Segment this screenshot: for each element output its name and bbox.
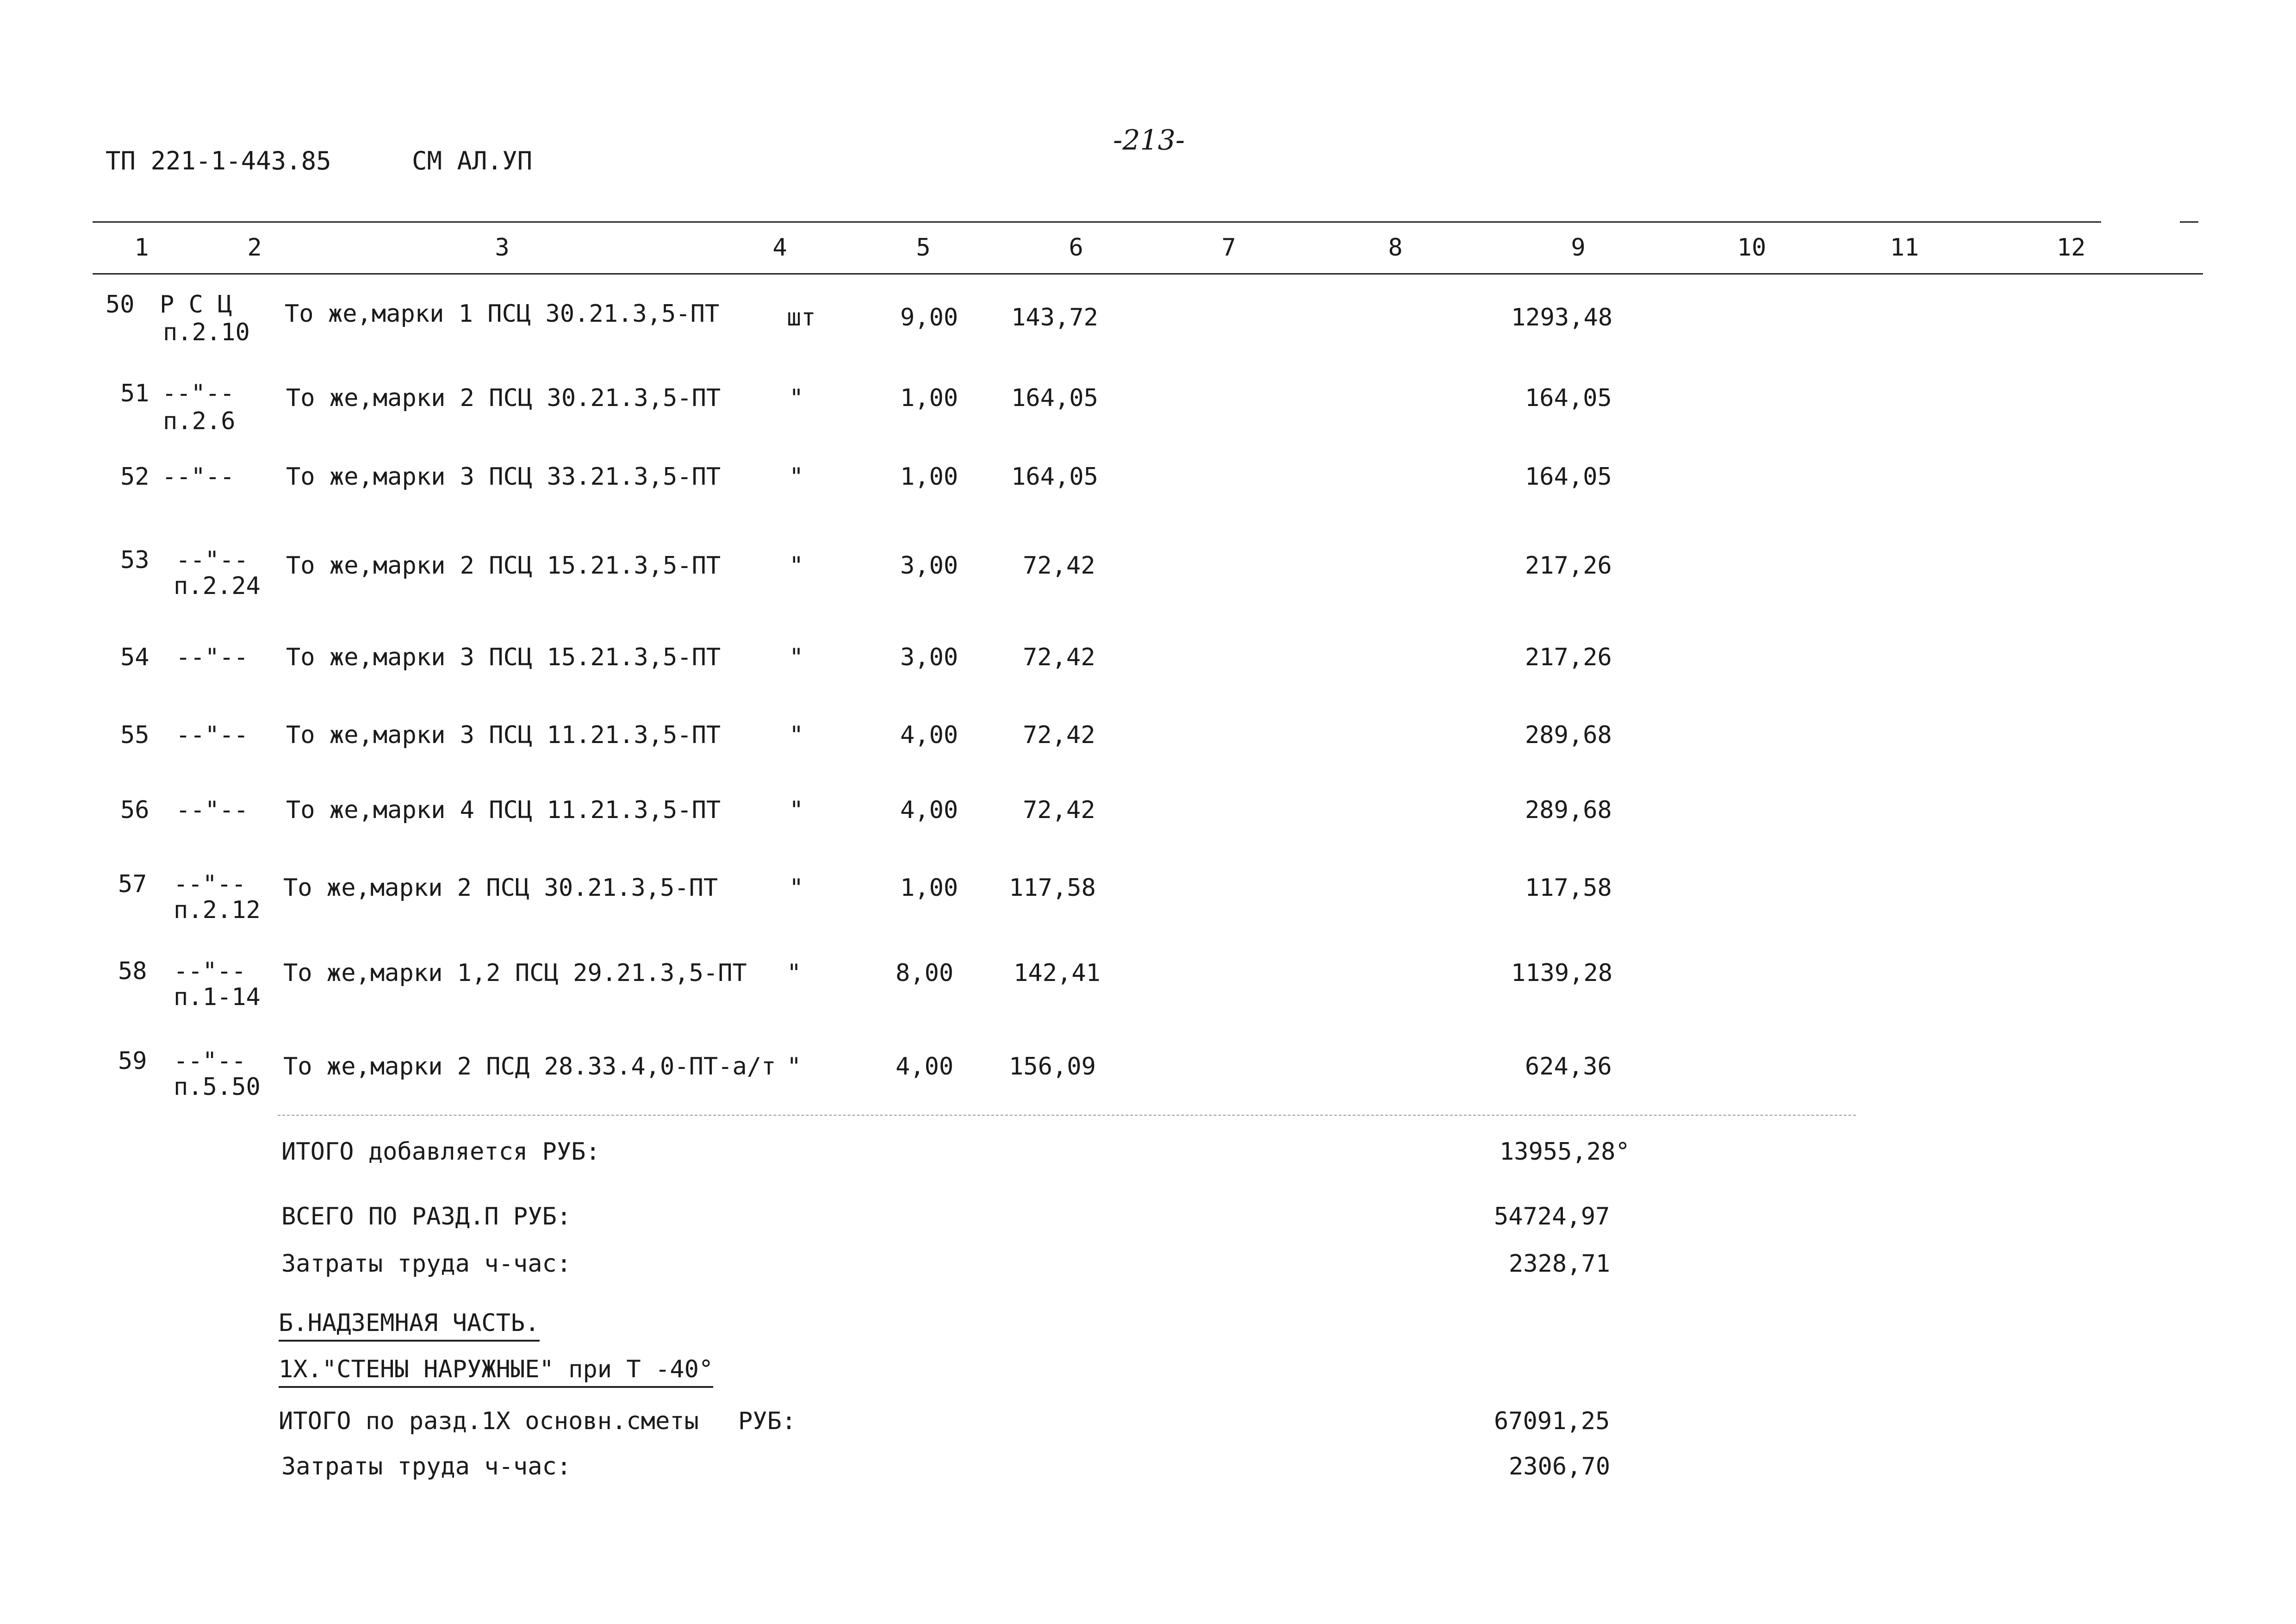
table-row	[0, 291, 2296, 365]
vsego-section-value: 54724,97	[1494, 1203, 1610, 1230]
table-row	[0, 463, 2296, 537]
table-row	[0, 380, 2296, 454]
row-ref-clause: п.2.12	[174, 896, 261, 924]
row-number: 53	[120, 546, 149, 574]
row-unit-price: 72,42	[1023, 643, 1095, 671]
page-number: -213-	[1113, 124, 1185, 156]
row-total: 624,36	[1525, 1053, 1612, 1081]
row-description: То же,марки 2 ПСЦ 30.21.3,5-ПТ	[283, 874, 718, 902]
itogo-ix-unit: РУБ:	[738, 1407, 796, 1435]
section-ix-heading: 1Х."СТЕНЫ НАРУЖНЫЕ" при Т -40°	[279, 1355, 713, 1388]
row-description: То же,марки 2 ПСЦ 30.21.3,5-ПТ	[286, 384, 721, 412]
row-number: 57	[118, 870, 147, 898]
row-ref: --"--	[174, 870, 246, 898]
row-unit-price: 72,42	[1023, 721, 1095, 749]
labor-cost-value: 2328,71	[1509, 1250, 1611, 1278]
row-quantity: 1,00	[900, 874, 958, 902]
row-description: То же,марки 2 ПСД 28.33.4,0-ПТ-а/т	[283, 1053, 776, 1081]
row-description: То же,марки 1 ПСЦ 30.21.3,5-ПТ	[285, 300, 720, 328]
table-top-rule-tail	[2180, 221, 2198, 223]
row-total: 1293,48	[1511, 304, 1613, 331]
col-header-7: 7	[1221, 234, 1236, 262]
row-ref: --"--	[174, 957, 246, 985]
row-number: 59	[118, 1047, 147, 1075]
row-number: 55	[120, 721, 149, 749]
row-ref-clause: п.2.6	[163, 407, 236, 435]
col-header-8: 8	[1388, 234, 1403, 262]
row-unit: "	[787, 959, 802, 987]
row-total: 217,26	[1525, 643, 1612, 671]
table-top-rule	[93, 221, 2101, 223]
table-row	[0, 643, 2296, 718]
row-unit-price: 117,58	[1009, 874, 1096, 902]
row-quantity: 1,00	[900, 384, 958, 412]
col-header-12: 12	[2056, 234, 2086, 262]
table-row	[0, 957, 2296, 1031]
row-number: 56	[120, 796, 149, 824]
row-quantity: 4,00	[900, 721, 958, 749]
row-unit-price: 164,05	[1011, 463, 1098, 491]
row-number: 52	[120, 463, 149, 491]
col-header-1: 1	[134, 234, 149, 262]
col-header-2: 2	[247, 234, 262, 262]
row-total: 117,58	[1525, 874, 1612, 902]
row-ref: --"--	[162, 463, 235, 491]
row-total: 217,26	[1525, 552, 1612, 580]
row-quantity: 1,00	[900, 463, 958, 491]
row-ref: --"--	[176, 643, 249, 671]
col-header-9: 9	[1571, 234, 1586, 262]
row-ref: --"--	[176, 796, 249, 824]
itogo-added-label: ИТОГО добавляется РУБ:	[281, 1138, 600, 1166]
row-number: 50	[106, 291, 135, 319]
row-unit-price: 164,05	[1011, 384, 1098, 412]
row-unit-price: 142,41	[1014, 959, 1101, 987]
row-unit: "	[789, 552, 804, 580]
col-header-11: 11	[1890, 234, 1919, 262]
row-number: 58	[118, 957, 147, 985]
row-description: То же,марки 3 ПСЦ 33.21.3,5-ПТ	[286, 463, 721, 491]
row-ref-clause: п.2.24	[174, 572, 261, 600]
row-ref-clause: п.2.10	[163, 319, 250, 346]
row-unit: шт	[787, 304, 816, 331]
row-unit: "	[787, 1053, 802, 1081]
row-unit: "	[789, 384, 804, 412]
row-unit: "	[789, 796, 804, 824]
row-number: 51	[120, 380, 149, 407]
row-total: 289,68	[1525, 796, 1612, 824]
col-header-4: 4	[772, 234, 787, 262]
row-unit-price: 72,42	[1023, 796, 1095, 824]
row-quantity: 4,00	[896, 1053, 954, 1081]
table-row	[0, 796, 2296, 870]
row-total: 164,05	[1525, 384, 1612, 412]
row-total: 164,05	[1525, 463, 1612, 491]
table-row	[0, 870, 2296, 944]
col-header-10: 10	[1737, 234, 1767, 262]
row-total: 1139,28	[1511, 959, 1613, 987]
doc-code: ТП 221-1-443.85	[106, 146, 331, 175]
row-total: 289,68	[1525, 721, 1612, 749]
col-header-3: 3	[495, 234, 510, 262]
labor-cost-ix-value: 2306,70	[1509, 1453, 1611, 1480]
col-header-6: 6	[1069, 234, 1083, 262]
row-ref-clause: п.1-14	[174, 983, 261, 1011]
table-row	[0, 546, 2296, 620]
row-unit-price: 143,72	[1011, 304, 1098, 331]
row-unit: "	[789, 874, 804, 902]
row-description: То же,марки 4 ПСЦ 11.21.3,5-ПТ	[286, 796, 721, 824]
row-ref: --"--	[162, 380, 235, 407]
row-quantity: 3,00	[900, 552, 958, 580]
row-description: То же,марки 1,2 ПСЦ 29.21.3,5-ПТ	[283, 959, 747, 987]
row-unit-price: 72,42	[1023, 552, 1095, 580]
table-header-bottom-rule	[93, 273, 2203, 275]
row-unit: "	[789, 721, 804, 749]
row-description: То же,марки 3 ПСЦ 11.21.3,5-ПТ	[286, 721, 721, 749]
row-unit-price: 156,09	[1009, 1053, 1096, 1081]
rows-end-separator	[278, 1115, 1856, 1116]
table-row	[0, 1047, 2296, 1121]
row-quantity: 8,00	[896, 959, 954, 987]
row-description: То же,марки 3 ПСЦ 15.21.3,5-ПТ	[286, 643, 721, 671]
itogo-ix-label: ИТОГО по разд.1Х основн.сметы	[279, 1407, 699, 1435]
row-number: 54	[120, 643, 149, 671]
itogo-added-value: 13955,28°	[1500, 1138, 1630, 1166]
itogo-ix-value: 67091,25	[1494, 1407, 1610, 1435]
labor-cost-ix-label: Затраты труда ч-час:	[281, 1453, 572, 1480]
row-quantity: 4,00	[900, 796, 958, 824]
row-ref: --"--	[176, 546, 249, 574]
labor-cost-label: Затраты труда ч-час:	[281, 1250, 572, 1278]
row-ref: Р С Ц	[160, 291, 232, 319]
row-ref: --"--	[176, 721, 249, 749]
vsego-section-label: ВСЕГО ПО РАЗД.П РУБ:	[281, 1203, 572, 1230]
row-unit: "	[789, 463, 804, 491]
section-b-heading: Б.НАДЗЕМНАЯ ЧАСТЬ.	[279, 1309, 540, 1342]
row-quantity: 3,00	[900, 643, 958, 671]
table-row	[0, 721, 2296, 795]
col-header-5: 5	[916, 234, 931, 262]
row-quantity: 9,00	[900, 304, 958, 331]
row-ref-clause: п.5.50	[174, 1073, 261, 1101]
doc-part: СМ АЛ.УП	[412, 146, 533, 175]
row-description: То же,марки 2 ПСЦ 15.21.3,5-ПТ	[286, 552, 721, 580]
row-unit: "	[789, 643, 804, 671]
row-ref: --"--	[174, 1047, 246, 1075]
